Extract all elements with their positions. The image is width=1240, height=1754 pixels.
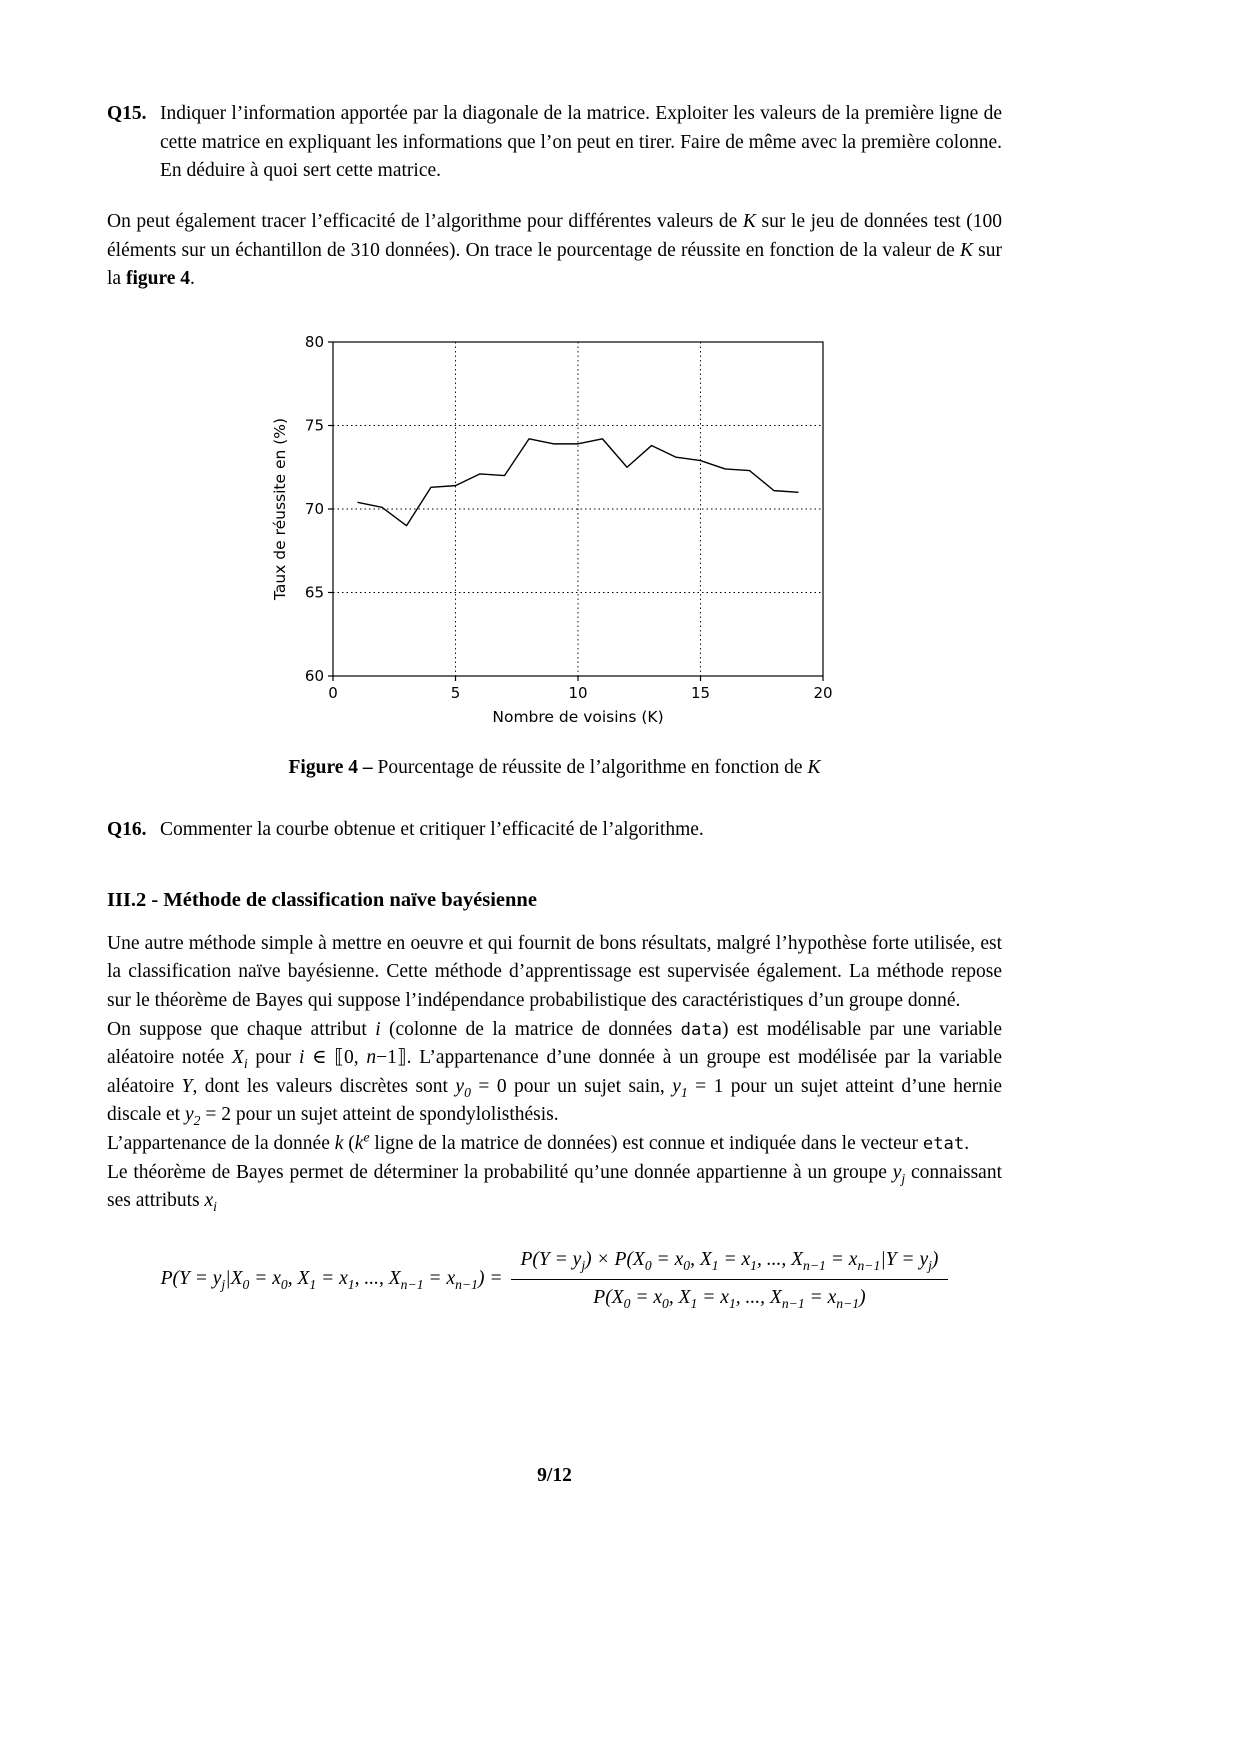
figure4-chart xyxy=(269,328,841,732)
question-q15-text: Indiquer l’information apportée par la diagonale de la matrice. Exploiter les valeurs de la première ligne de cette matrice en expliquant les informations que l’on peut en tirer. Faire de même avec la première colonne. En déduire à quoi sert cette matrice. xyxy=(160,103,1002,182)
paragraph-attributes-model: On suppose que chaque attribut i (colonne de la matrice de données data) est modélisable par une variable aléatoire notée $X_i$ pour i ∈ ⟦0, n−1⟧. L’appartenance d’une donnée à un groupe est modélisée par la variable aléatoire Y, dont les valeurs discrètes sont $y_0 = 0$ pour un sujet sain, $y_1 = 1$ pour un sujet atteint d’une hernie discale et $y_2 = 2$ pour un sujet atteint de spondylolisthésis. xyxy=(107,1018,1003,1129)
x-tick-label: 0 xyxy=(327,683,338,702)
y-tick-label: 80 xyxy=(304,332,324,351)
x-tick-label: 10 xyxy=(567,683,588,702)
x-axis-label: Nombre de voisins (K) xyxy=(491,707,664,726)
equation-denominator: $P(X_0 = x_0$, $X_1 = x_1$, ..., $X_{n-1} = x_{n-1}$) xyxy=(593,1286,866,1311)
y-axis-label: Taux de réussite en (%) xyxy=(270,417,289,600)
question-q16-text: Commenter la courbe obtenue et critiquer l’efficacité de l’algorithme. xyxy=(160,819,704,841)
figure4-caption: Figure 4 – Pourcentage de réussite de l’algorithme en fonction de K xyxy=(288,756,821,778)
paragraph-etat-vector: L’appartenance de la donnée k ($k^e$ ligne de la matrice de données) est connue et indiquée dans le vecteur etat. xyxy=(107,1129,970,1155)
paragraph-bayes-intro: Une autre méthode simple à mettre en oeuvre et qui fournit de bons résultats, malgré l’hypothèse forte utilisée, est la classification naïve bayésienne. Cette méthode d’apprentissage est supervisée également. La méthode repose sur le théorème de Bayes qui suppose l’indépendance probabilistique des caractéristiques d’un groupe donné. xyxy=(107,932,1002,1011)
equation-lhs: $P(Y = y_j|X_0 = x_0$, $X_1 = x_1$, ..., $X_{n-1} = x_{n-1}$) = xyxy=(160,1267,503,1292)
paragraph-bayes-theorem: Le théorème de Bayes permet de déterminer la probabilité qu’une donnée appartienne à un groupe $y_j$ connaissant ses attributs $x_i$ xyxy=(107,1161,1002,1215)
x-tick-label: 15 xyxy=(690,683,710,702)
y-tick-label: 75 xyxy=(304,416,324,435)
paragraph-intro: On peut également tracer l’efficacité de l’algorithme pour différentes valeurs de K sur le jeu de données test (100 éléments sur un échantillon de 310 données). On trace le pourcentage de réussite en fonction de la valeur de K sur la figure 4. xyxy=(107,210,1002,290)
x-tick-label: 5 xyxy=(450,683,460,702)
y-tick-label: 70 xyxy=(304,499,324,518)
question-q16-label: Q16. xyxy=(107,819,147,841)
question-q15 xyxy=(107,100,1002,186)
y-tick-label: 65 xyxy=(304,583,324,602)
section-heading: III.2 - Méthode de classification naïve bayésienne xyxy=(107,888,537,911)
figure-4 xyxy=(107,328,1002,782)
x-tick-label: 20 xyxy=(812,683,833,702)
question-q15-label: Q15. xyxy=(107,103,147,124)
equation-fraction xyxy=(511,1246,949,1312)
y-tick-label: 60 xyxy=(304,666,324,685)
page-number: 9/12 xyxy=(537,1465,572,1486)
equation-numerator: $P(Y = y_j) \times P(X_0 = x_0$, $X_1 = x_1$, ..., $X_{n-1} = x_{n-1}|Y = y_j$) xyxy=(511,1246,949,1280)
question-q16 xyxy=(107,816,1002,845)
bayes-equation xyxy=(107,1246,1002,1312)
